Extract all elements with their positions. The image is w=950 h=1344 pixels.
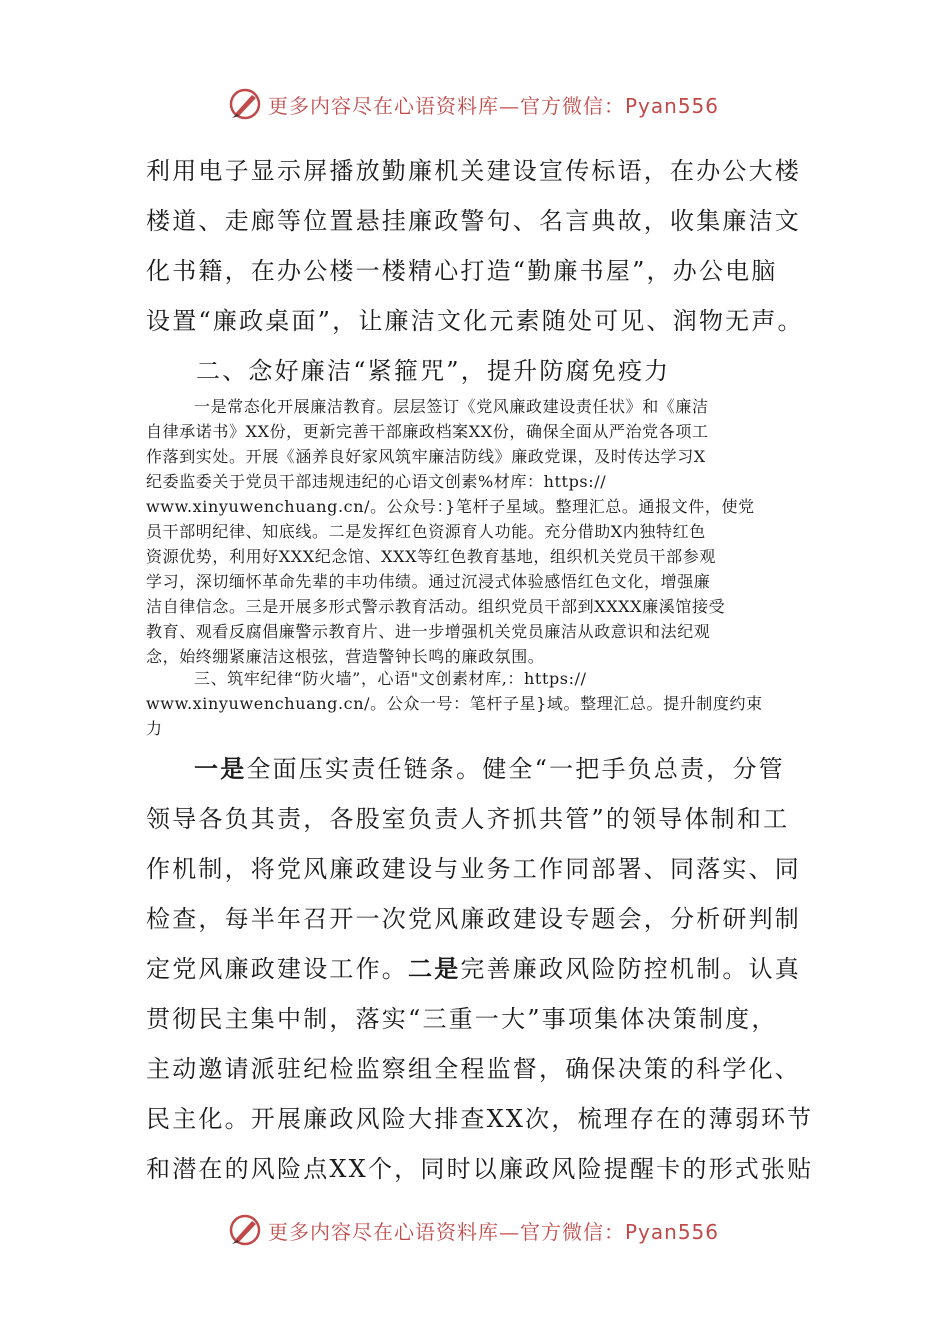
text-line: 和潜在的风险点XX个，同时以廉政风险提醒卡的形式张贴 <box>146 1155 814 1183</box>
text-line: 利用电子显示屏播放勤廉机关建设宣传标语，在办公大楼 <box>146 157 801 185</box>
banner-text: 更多内容尽在心语资料库—官方微信：Pyan556 <box>268 1219 720 1244</box>
text-line: 员干部明纪律、知底线。二是发挥红色资源育人功能。充分借助X内独特红色 <box>146 522 706 541</box>
text-line: 自律承诺书》XX份，更新完善干部廉政档案XX份，确保全面从严治党各项工 <box>146 422 709 441</box>
text-line: 教育、观看反腐倡廉警示教育片、进一步增强机关党员廉洁从政意识和法纪观 <box>146 622 711 641</box>
text-line: 化书籍，在办公楼一楼精心打造“勤廉书屋”，办公电脑 <box>146 257 778 285</box>
paragraph-small-2 <box>146 666 816 741</box>
text-line: 定党风廉政建设工作。二是完善廉政风险防控机制。认真 <box>146 954 802 983</box>
text-line: 纪委监委关于党员干部违规违纪的心语文创素%材库：https:// <box>146 472 607 491</box>
text-line: www.xinyuwenchuang.cn/。公众一号：笔杆子星}域。整理汇总。提升制度约束 <box>146 694 763 713</box>
text-line: 作机制，将党风廉政建设与业务工作同部署、同落实、同 <box>146 855 801 883</box>
text-line: 力 <box>146 719 163 738</box>
text-line: 一是全面压实责任链条。健全“一把手负总责，分管 <box>194 754 785 783</box>
text-line: 学习，深切缅怀革命先辈的丰功伟绩。通过沉浸式体验感悟红色文化，增强廉 <box>146 572 711 591</box>
paragraph-2 <box>146 744 816 1194</box>
pen-circle-icon <box>228 1213 262 1247</box>
lead-term: 二是 <box>408 954 461 983</box>
text-line: 检查，每半年召开一次党风廉政建设专题会，分析研判制 <box>146 905 801 933</box>
section-heading-2: 二、念好廉洁“紧箍咒”，提升防腐免疫力 <box>196 357 671 385</box>
text-line: 设置“廉政桌面”，让廉洁文化元素随处可见、润物无声。 <box>146 307 804 335</box>
banner-text: 更多内容尽在心语资料库—官方微信：Pyan556 <box>268 93 720 118</box>
text-line: 念，始终绷紧廉洁这根弦，营造警钟长鸣的廉政氛围。 <box>146 647 545 666</box>
text-line: 洁自律信念。三是开展多形式警示教育活动。组织党员干部到XXXX廉溪馆接受 <box>146 597 726 616</box>
paragraph-small-1 <box>146 394 816 669</box>
paragraph-1 <box>146 146 816 346</box>
text-line: 作落到实处。开展《涵养良好家风筑牢廉洁防线》廉政党课，及时传达学习X <box>146 447 706 466</box>
text-line: 楼道、走廊等位置悬挂廉政警句、名言典故，收集廉洁文 <box>146 207 801 235</box>
text-line: 资源优势，利用好XXX纪念馆、XXX等红色教育基地，组织机关党员干部参观 <box>146 547 716 566</box>
header-banner <box>228 84 719 124</box>
footer-banner <box>228 1210 719 1250</box>
text-line: www.xinyuwenchuang.cn/。公众号：}笔杆子星域。整理汇总。通报文件，使党 <box>146 497 755 516</box>
lead-term: 一是 <box>194 754 247 783</box>
text-line: 三、筑牢纪律“防火墙”，心语"文创素材库,：https:// <box>194 669 587 688</box>
text-line: 领导各负其责，各股室负责人齐抓共管”的领导体制和工 <box>146 805 790 833</box>
pen-circle-icon <box>228 87 262 121</box>
text-line: 民主化。开展廉政风险大排查XX次，梳理存在的薄弱环节 <box>146 1105 814 1133</box>
text-line: 主动邀请派驻纪检监察组全程监督，确保决策的科学化、 <box>146 1055 801 1083</box>
text-line: 贯彻民主集中制，落实“三重一大”事项集体决策制度， <box>146 1005 778 1033</box>
text-line: 一是常态化开展廉洁教育。层层签订《党风廉政建设责任状》和《廉洁 <box>194 397 709 416</box>
